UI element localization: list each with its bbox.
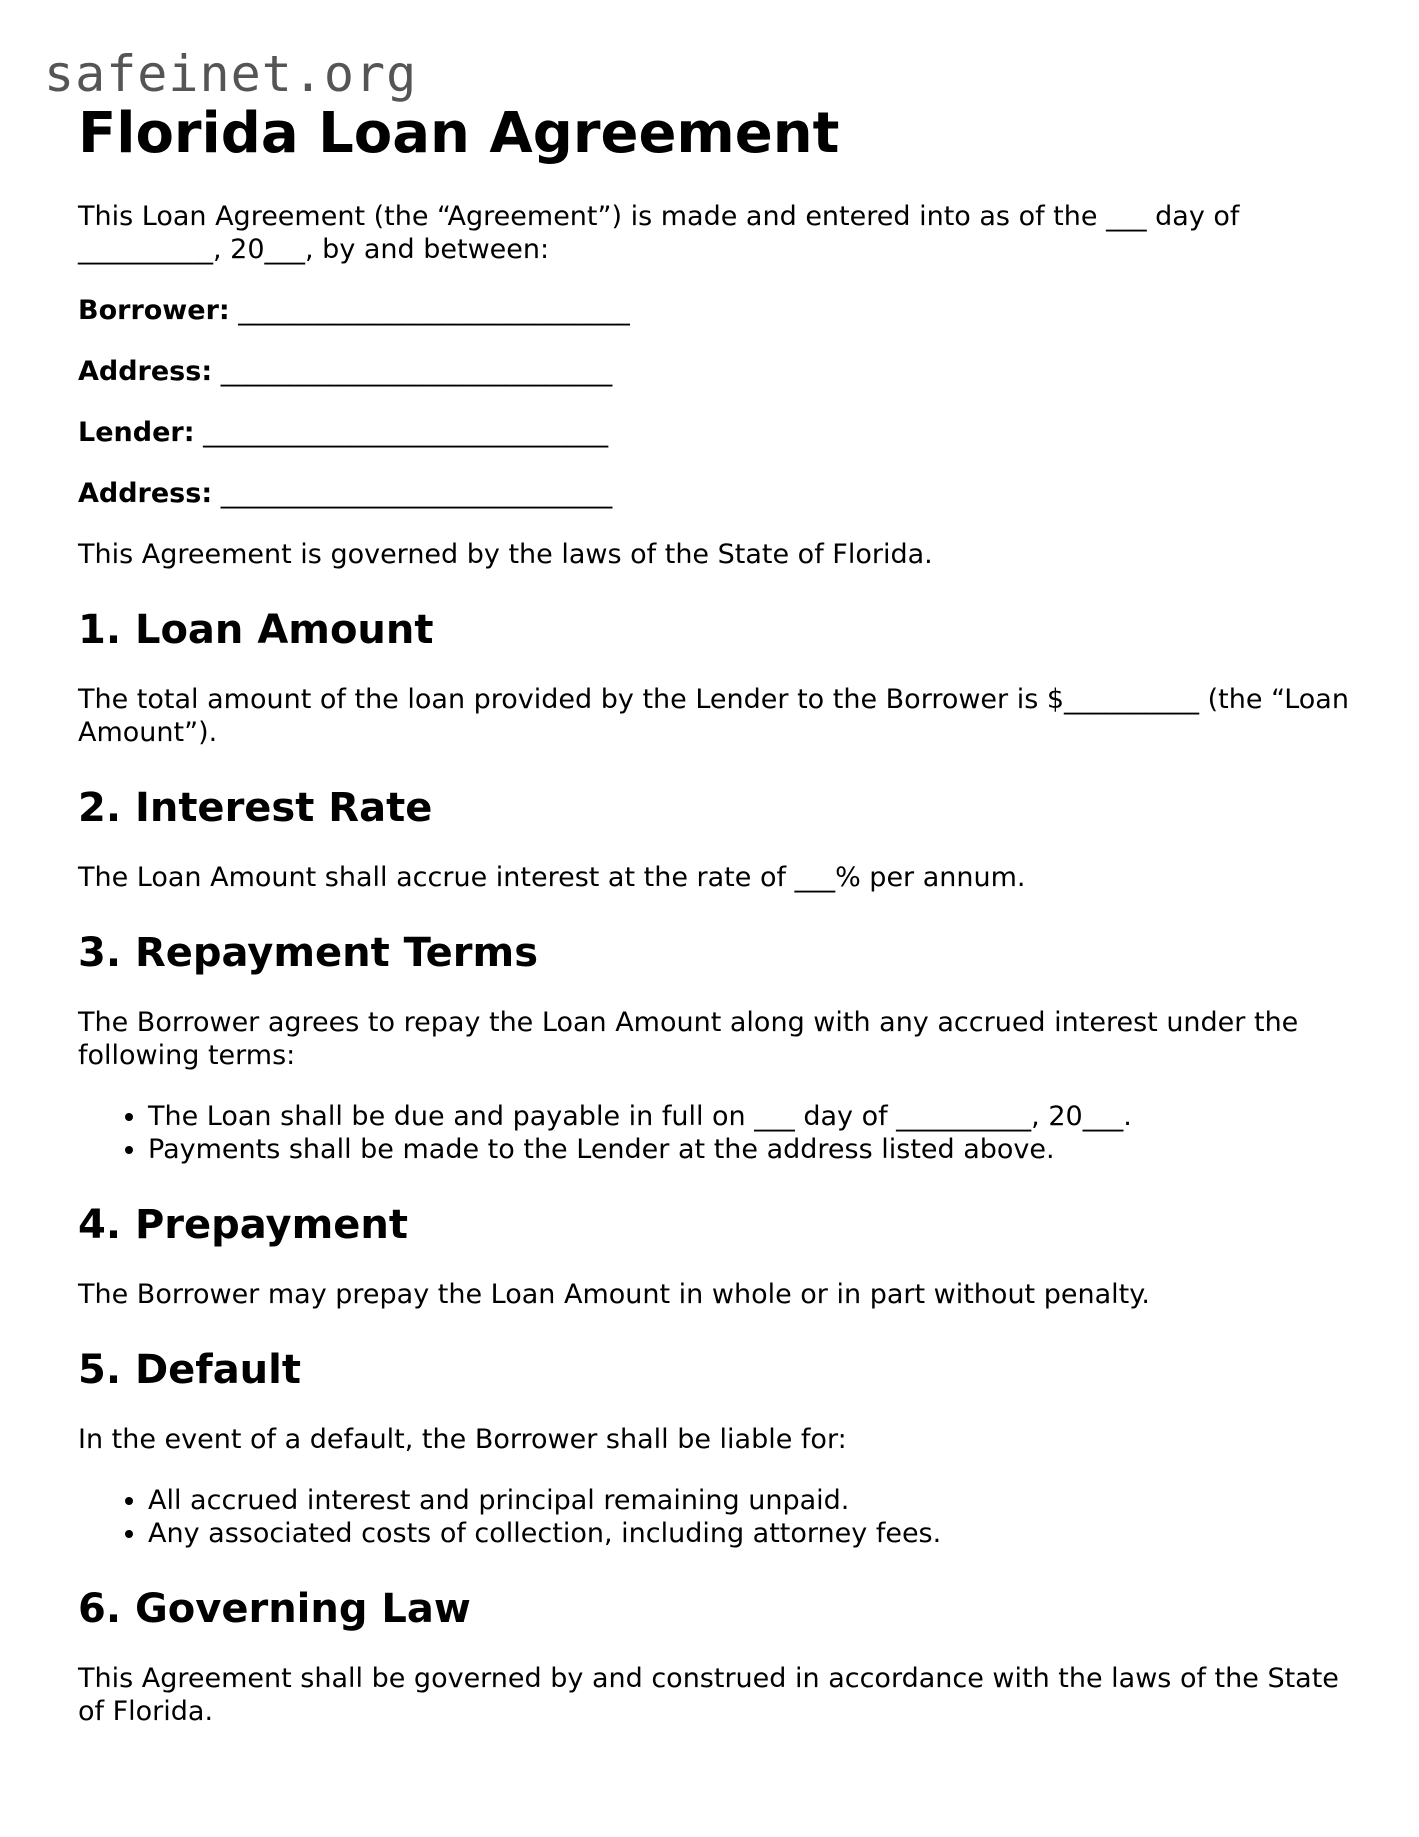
section-default [78,1345,1358,1550]
section-heading: 1. Loan Amount [78,607,434,653]
section-text: The Borrower agrees to repay the Loan Amount along with any accrued interest under the following terms: [78,1007,1299,1071]
section-prepayment [78,1200,1358,1311]
intro-paragraph: This Loan Agreement (the “Agreement”) is made and entered into as of the ___ day of __________, 20___, by and between: [78,201,1240,265]
section-text: The total amount of the loan provided by the Lender to the Borrower is $__________ (the “Loan Amount”). [78,684,1349,748]
section-heading: 4. Prepayment [78,1202,408,1248]
lender-blank: ______________________________ [203,417,609,448]
lender-field [78,416,1358,449]
watermark: safeinet.org [44,45,418,103]
lender-address-field [78,477,1358,510]
lender-label: Lender: [78,417,195,448]
section-text: This Agreement shall be governed by and construed in accordance with the laws of the State of Florida. [78,1663,1339,1727]
document-page [78,98,1358,1728]
default-list [78,1484,1358,1550]
document-title: Florida Loan Agreement [78,101,840,166]
section-loan-amount [78,605,1358,749]
borrower-address-field [78,355,1358,388]
section-text: In the event of a default, the Borrower shall be liable for: [78,1424,847,1455]
section-text: The Loan Amount shall accrue interest at the rate of ___% per annum. [78,862,1026,893]
borrower-blank: _____________________________ [238,295,630,326]
section-heading: 5. Default [78,1347,301,1393]
section-repayment-terms [78,928,1358,1166]
lender-address-blank: _____________________________ [220,478,613,509]
list-item: • All accrued interest and principal remaining unpaid. [148,1484,1358,1517]
section-heading: 6. Governing Law [78,1586,471,1632]
borrower-label: Borrower: [78,295,230,326]
governed-note: This Agreement is governed by the laws of the State of Florida. [78,539,933,570]
section-heading: 2. Interest Rate [78,785,433,831]
borrower-field [78,294,1358,327]
section-governing-law [78,1584,1358,1728]
section-text: The Borrower may prepay the Loan Amount in whole or in part without penalty. [78,1279,1150,1310]
section-heading: 3. Repayment Terms [78,930,538,976]
borrower-address-blank: _____________________________ [220,356,613,387]
borrower-address-label: Address: [78,356,213,387]
repayment-list [78,1100,1358,1166]
list-item: • Payments shall be made to the Lender at the address listed above. [148,1133,1358,1166]
list-item: • The Loan shall be due and payable in full on ___ day of __________, 20___. [148,1100,1358,1133]
section-interest-rate [78,783,1358,894]
lender-address-label: Address: [78,478,213,509]
list-item: • Any associated costs of collection, including attorney fees. [148,1517,1358,1550]
